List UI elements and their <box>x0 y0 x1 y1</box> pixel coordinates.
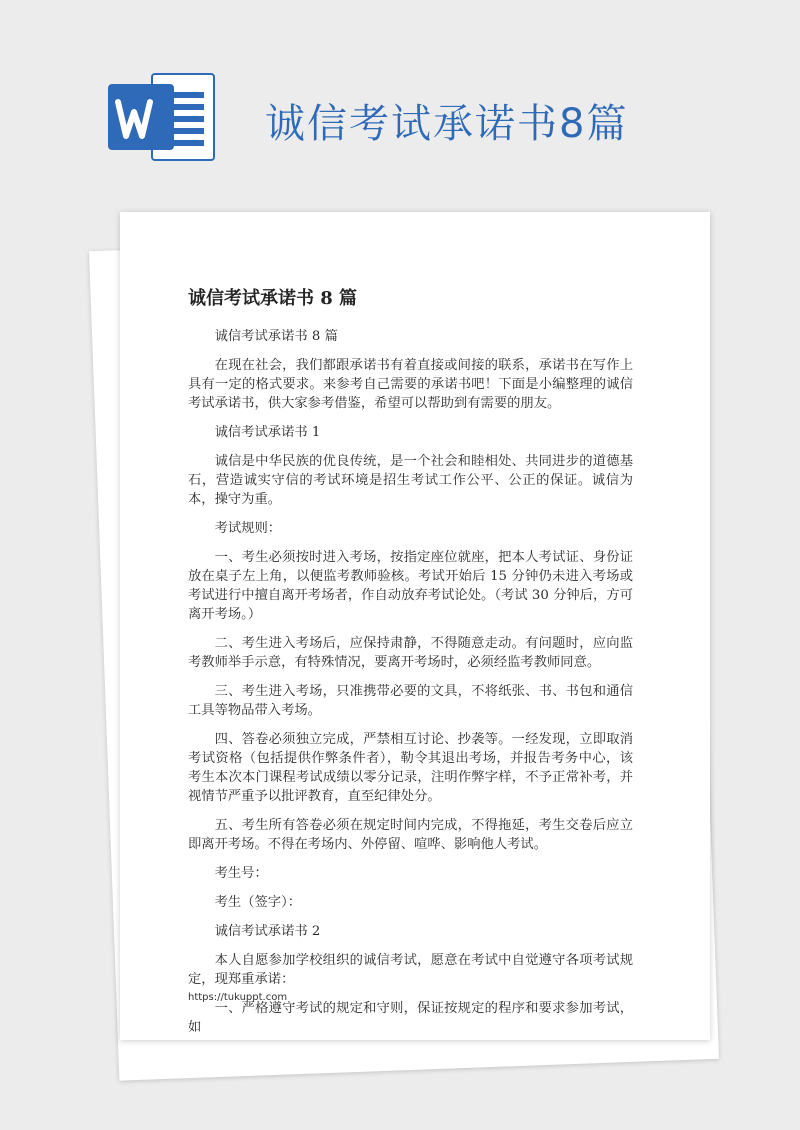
paragraph: 一、考生必须按时进入考场，按指定座位就座，把本人考试证、身份证放在桌子左上角，以便监考教师验核。考试开始后 15 分钟仍未进入考场或考试进行中擅自离开考场者，作自动放弃考试论处。（考试 30 分钟后，方可离开考场。） <box>188 550 633 622</box>
paragraph: 诚信考试承诺书 8 篇 <box>214 329 338 344</box>
paragraph: 考生号： <box>214 866 268 881</box>
section-heading: 诚信考试承诺书 1 <box>214 425 321 440</box>
paragraph: 考生（签字）： <box>214 895 302 910</box>
paragraph: 本人自愿参加学校组织的诚信考试，愿意在考试中自觉遵守各项考试规定，现郑重承诺： <box>188 953 633 987</box>
section-heading: 诚信考试承诺书 2 <box>214 924 321 939</box>
paragraph: 诚信是中华民族的优良传统，是一个社会和睦相处、共同进步的道德基石，营造诚实守信的考试环境是招生考试工作公平、公正的保证。诚信为本，操守为重。 <box>188 454 633 507</box>
document-page <box>120 212 710 1040</box>
paragraph: 考试规则： <box>214 521 282 536</box>
paragraph: 五、考生所有答卷必须在规定时间内完成，不得拖延，考生交卷后应立即离开考场。不得在考场内、外停留、喧哗、影响他人考试。 <box>188 818 633 852</box>
document-title: 诚信考试承诺书 8 篇 <box>188 288 358 309</box>
footer-url: https://tukuppt.com <box>188 992 288 1003</box>
paragraph: 四、答卷必须独立完成，严禁相互讨论、抄袭等。一经发现，立即取消考试资格（包括提供作弊条件者），勒令其退出考场，并报告考务中心，该考生本次本门课程考试成绩以零分记录，注明作弊字样，不予正常补考，并视情节严重予以批评教育，直至纪律处分。 <box>188 732 633 804</box>
paragraph: 在现在社会，我们都跟承诺书有着直接或间接的联系，承诺书在写作上具有一定的格式要求。来参考自己需要的承诺书吧！下面是小编整理的诚信考试承诺书，供大家参考借鉴，希望可以帮助到有需要的朋友。 <box>188 358 633 411</box>
paragraph: 二、考生进入考场后，应保持肃静，不得随意走动。有问题时，应向监考教师举手示意，有特殊情况，要离开考场时，必须经监考教师同意。 <box>188 636 633 670</box>
page-title: 诚信考试承诺书8篇 <box>265 101 629 147</box>
paragraph: 一、严格遵守考试的规定和守则，保证按规定的程序和要求参加考试，如 <box>188 1001 633 1035</box>
page-header <box>0 0 800 200</box>
paragraph: 三、考生进入考场，只准携带必要的文具，不将纸张、书、书包和通信工具等物品带入考场。 <box>188 684 633 718</box>
word-document-icon <box>108 68 218 164</box>
document-body <box>188 327 633 1047</box>
